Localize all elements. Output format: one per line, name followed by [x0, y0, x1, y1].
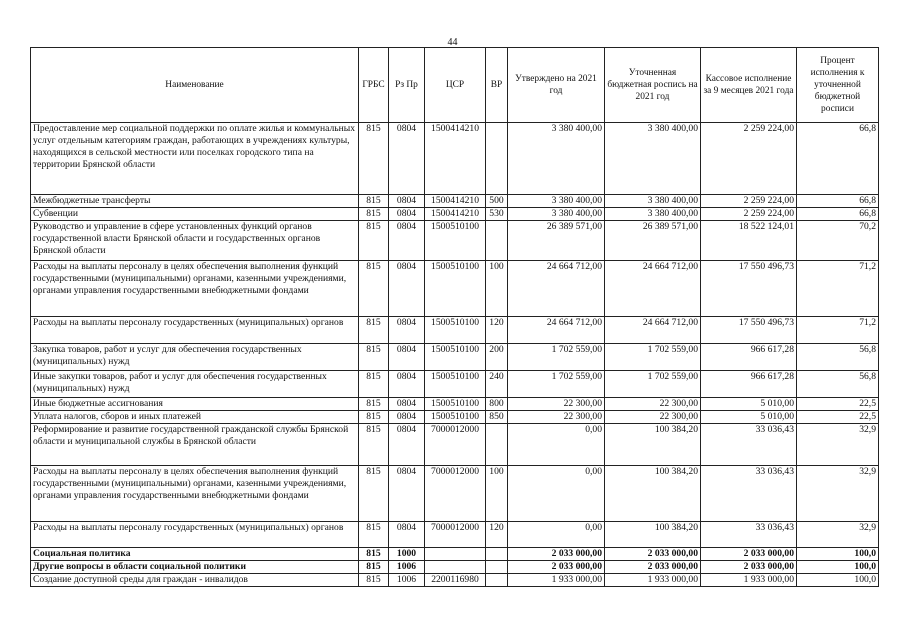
cell-refined: 100 384,20	[605, 466, 701, 522]
cell-percent: 100,0	[797, 548, 879, 561]
cell-percent: 100,0	[797, 561, 879, 574]
header-csr: ЦСР	[425, 48, 486, 123]
cell-name: Реформирование и развитие государственной гражданской службы Брянской области и муниципальной службы в Брянской области	[31, 424, 359, 466]
header-grbs: ГРБС	[359, 48, 389, 123]
cell-csr: 1500510100	[425, 317, 486, 344]
cell-grbs: 815	[359, 548, 389, 561]
cell-name: Расходы на выплаты персоналу государственных (муниципальных) органов	[31, 317, 359, 344]
cell-cash: 17 550 496,73	[701, 317, 797, 344]
cell-percent: 32,9	[797, 466, 879, 522]
cell-approved: 0,00	[508, 466, 605, 522]
cell-cash: 5 010,00	[701, 411, 797, 424]
cell-refined: 1 702 559,00	[605, 371, 701, 398]
cell-csr: 1500414210	[425, 123, 486, 195]
cell-grbs: 815	[359, 411, 389, 424]
cell-rzpr: 0804	[389, 123, 425, 195]
cell-grbs: 815	[359, 344, 389, 371]
table-row	[31, 574, 879, 587]
cell-rzpr: 0804	[389, 371, 425, 398]
cell-vr	[486, 548, 508, 561]
cell-csr: 1500510100	[425, 398, 486, 411]
cell-vr: 530	[486, 208, 508, 221]
table-header-row	[31, 48, 879, 123]
cell-name: Социальная политика	[31, 548, 359, 561]
cell-refined: 3 380 400,00	[605, 195, 701, 208]
cell-csr: 7000012000	[425, 466, 486, 522]
cell-vr	[486, 221, 508, 261]
cell-approved: 3 380 400,00	[508, 123, 605, 195]
cell-grbs: 815	[359, 466, 389, 522]
cell-name: Руководство и управление в сфере установленных функций органов государственной власти Брянской области и государственных органов Брянской области	[31, 221, 359, 261]
cell-rzpr: 1006	[389, 574, 425, 587]
cell-refined: 2 033 000,00	[605, 561, 701, 574]
cell-vr	[486, 424, 508, 466]
cell-rzpr: 1000	[389, 548, 425, 561]
cell-refined: 100 384,20	[605, 522, 701, 548]
cell-rzpr: 0804	[389, 195, 425, 208]
header-refined: Уточненная бюджетная роспись на 2021 год	[605, 48, 701, 123]
cell-csr: 7000012000	[425, 424, 486, 466]
cell-vr: 850	[486, 411, 508, 424]
table-row	[31, 261, 879, 317]
header-percent: Процент исполнения к уточненной бюджетной росписи	[797, 48, 879, 123]
cell-rzpr: 0804	[389, 208, 425, 221]
cell-refined: 3 380 400,00	[605, 208, 701, 221]
cell-approved: 3 380 400,00	[508, 195, 605, 208]
cell-rzpr: 0804	[389, 317, 425, 344]
cell-refined: 22 300,00	[605, 411, 701, 424]
cell-name: Иные закупки товаров, работ и услуг для обеспечения государственных (муниципальных) нужд	[31, 371, 359, 398]
cell-name: Расходы на выплаты персоналу в целях обеспечения выполнения функций государственными (муниципальными) органами, казенными учреждениями, органами управления государственными внебюджетными фондами	[31, 466, 359, 522]
cell-name: Расходы на выплаты персоналу государственных (муниципальных) органов	[31, 522, 359, 548]
cell-name: Закупка товаров, работ и услуг для обеспечения государственных (муниципальных) нужд	[31, 344, 359, 371]
cell-cash: 966 617,28	[701, 344, 797, 371]
cell-rzpr: 0804	[389, 466, 425, 522]
cell-grbs: 815	[359, 195, 389, 208]
cell-name: Другие вопросы в области социальной политики	[31, 561, 359, 574]
cell-rzpr: 0804	[389, 424, 425, 466]
cell-refined: 100 384,20	[605, 424, 701, 466]
cell-vr	[486, 561, 508, 574]
table-row	[31, 123, 879, 195]
cell-grbs: 815	[359, 208, 389, 221]
cell-vr: 100	[486, 466, 508, 522]
cell-csr	[425, 561, 486, 574]
table-row	[31, 548, 879, 561]
cell-name: Межбюджетные трансферты	[31, 195, 359, 208]
cell-percent: 32,9	[797, 424, 879, 466]
cell-csr: 1500510100	[425, 371, 486, 398]
cell-vr: 120	[486, 317, 508, 344]
cell-percent: 22,5	[797, 398, 879, 411]
cell-csr: 1500510100	[425, 344, 486, 371]
header-vr: ВР	[486, 48, 508, 123]
page-number: 44	[447, 37, 458, 48]
cell-name: Расходы на выплаты персоналу в целях обеспечения выполнения функций государственными (муниципальными) органами, казенными учреждениями, органами управления государственными внебюджетными фондами	[31, 261, 359, 317]
cell-csr: 2200116980	[425, 574, 486, 587]
cell-percent: 56,8	[797, 344, 879, 371]
cell-cash: 2 033 000,00	[701, 548, 797, 561]
cell-cash: 33 036,43	[701, 522, 797, 548]
table-body	[31, 123, 879, 587]
cell-approved: 2 033 000,00	[508, 561, 605, 574]
cell-rzpr: 0804	[389, 261, 425, 317]
cell-refined: 24 664 712,00	[605, 261, 701, 317]
cell-cash: 2 033 000,00	[701, 561, 797, 574]
cell-cash: 966 617,28	[701, 371, 797, 398]
cell-vr: 100	[486, 261, 508, 317]
cell-refined: 24 664 712,00	[605, 317, 701, 344]
cell-percent: 71,2	[797, 317, 879, 344]
table-row	[31, 424, 879, 466]
table-row	[31, 208, 879, 221]
budget-execution-table	[30, 47, 879, 587]
cell-cash: 33 036,43	[701, 424, 797, 466]
table-row	[31, 317, 879, 344]
cell-grbs: 815	[359, 574, 389, 587]
table-row	[31, 466, 879, 522]
table-row	[31, 522, 879, 548]
cell-grbs: 815	[359, 424, 389, 466]
cell-percent: 71,2	[797, 261, 879, 317]
cell-refined: 1 933 000,00	[605, 574, 701, 587]
cell-approved: 1 702 559,00	[508, 371, 605, 398]
header-name: Наименование	[31, 48, 359, 123]
table-row	[31, 221, 879, 261]
cell-grbs: 815	[359, 261, 389, 317]
cell-cash: 2 259 224,00	[701, 208, 797, 221]
cell-approved: 22 300,00	[508, 411, 605, 424]
cell-refined: 3 380 400,00	[605, 123, 701, 195]
cell-cash: 1 933 000,00	[701, 574, 797, 587]
cell-approved: 24 664 712,00	[508, 261, 605, 317]
cell-vr: 240	[486, 371, 508, 398]
cell-csr: 1500510100	[425, 411, 486, 424]
table-row	[31, 371, 879, 398]
cell-percent: 66,8	[797, 208, 879, 221]
cell-rzpr: 0804	[389, 398, 425, 411]
cell-rzpr: 0804	[389, 411, 425, 424]
cell-grbs: 815	[359, 371, 389, 398]
cell-approved: 2 033 000,00	[508, 548, 605, 561]
cell-csr: 1500414210	[425, 195, 486, 208]
header-rzpr: Рз Пр	[389, 48, 425, 123]
cell-rzpr: 0804	[389, 522, 425, 548]
cell-percent: 100,0	[797, 574, 879, 587]
cell-rzpr: 0804	[389, 344, 425, 371]
cell-approved: 1 702 559,00	[508, 344, 605, 371]
cell-rzpr: 1006	[389, 561, 425, 574]
cell-csr: 7000012000	[425, 522, 486, 548]
cell-csr: 1500510100	[425, 261, 486, 317]
cell-percent: 56,8	[797, 371, 879, 398]
cell-cash: 5 010,00	[701, 398, 797, 411]
cell-rzpr: 0804	[389, 221, 425, 261]
cell-csr: 1500510100	[425, 221, 486, 261]
cell-csr	[425, 548, 486, 561]
cell-grbs: 815	[359, 123, 389, 195]
cell-refined: 2 033 000,00	[605, 548, 701, 561]
cell-vr	[486, 574, 508, 587]
cell-name: Субвенции	[31, 208, 359, 221]
table-row	[31, 398, 879, 411]
cell-vr: 120	[486, 522, 508, 548]
cell-vr	[486, 123, 508, 195]
cell-approved: 3 380 400,00	[508, 208, 605, 221]
cell-grbs: 815	[359, 522, 389, 548]
cell-approved: 0,00	[508, 522, 605, 548]
cell-approved: 1 933 000,00	[508, 574, 605, 587]
cell-percent: 32,9	[797, 522, 879, 548]
cell-csr: 1500414210	[425, 208, 486, 221]
cell-refined: 22 300,00	[605, 398, 701, 411]
cell-refined: 26 389 571,00	[605, 221, 701, 261]
table-row	[31, 344, 879, 371]
cell-cash: 17 550 496,73	[701, 261, 797, 317]
cell-cash: 33 036,43	[701, 466, 797, 522]
table-row	[31, 561, 879, 574]
cell-percent: 22,5	[797, 411, 879, 424]
cell-vr: 200	[486, 344, 508, 371]
cell-approved: 24 664 712,00	[508, 317, 605, 344]
cell-name: Создание доступной среды для граждан - инвалидов	[31, 574, 359, 587]
header-approved: Утверждено на 2021 год	[508, 48, 605, 123]
cell-grbs: 815	[359, 317, 389, 344]
cell-grbs: 815	[359, 221, 389, 261]
table-row	[31, 411, 879, 424]
cell-refined: 1 702 559,00	[605, 344, 701, 371]
cell-cash: 2 259 224,00	[701, 195, 797, 208]
cell-grbs: 815	[359, 561, 389, 574]
cell-cash: 18 522 124,01	[701, 221, 797, 261]
cell-name: Уплата налогов, сборов и иных платежей	[31, 411, 359, 424]
cell-grbs: 815	[359, 398, 389, 411]
cell-approved: 22 300,00	[508, 398, 605, 411]
header-cash: Кассовое исполнение за 9 месяцев 2021 года	[701, 48, 797, 123]
cell-vr: 500	[486, 195, 508, 208]
cell-vr: 800	[486, 398, 508, 411]
cell-name: Предоставление мер социальной поддержки по оплате жилья и коммунальных услуг отдельным категориям граждан, работающих в учреждениях культуры, находящихся в сельской местности или поселках городского типа на территории Брянской области	[31, 123, 359, 195]
cell-approved: 0,00	[508, 424, 605, 466]
cell-percent: 70,2	[797, 221, 879, 261]
cell-approved: 26 389 571,00	[508, 221, 605, 261]
cell-percent: 66,8	[797, 123, 879, 195]
table-row	[31, 195, 879, 208]
cell-cash: 2 259 224,00	[701, 123, 797, 195]
cell-percent: 66,8	[797, 195, 879, 208]
cell-name: Иные бюджетные ассигнования	[31, 398, 359, 411]
